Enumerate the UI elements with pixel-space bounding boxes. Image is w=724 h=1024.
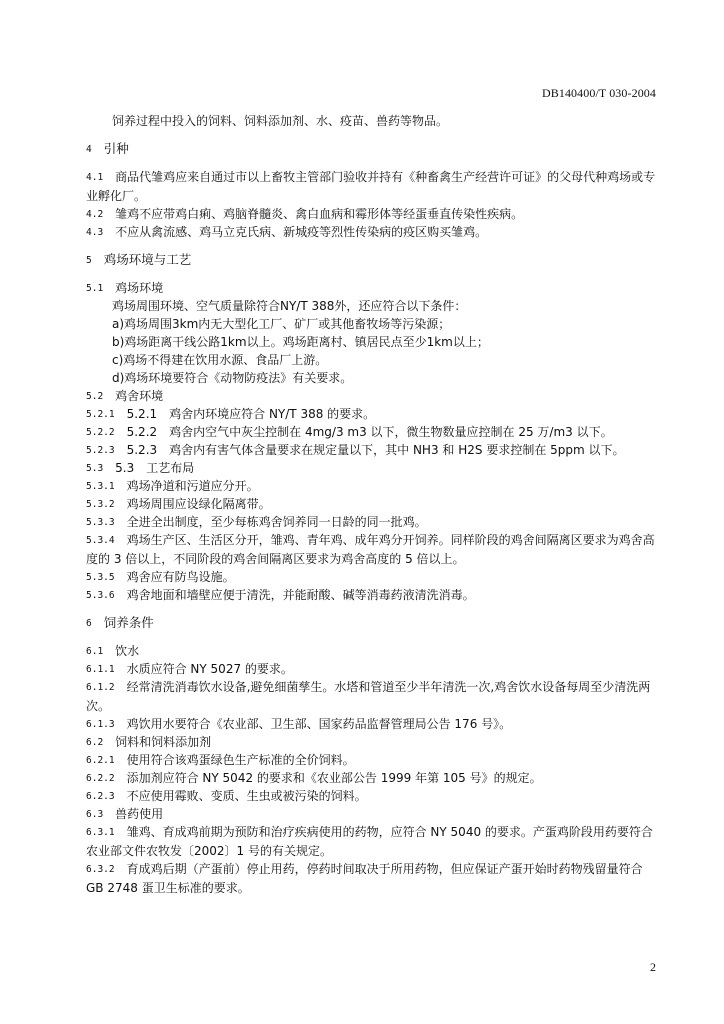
section-title: 鸡场环境与工艺 (103, 252, 192, 267)
list-item-b: b)鸡场距离干线公路1km以上。鸡场距离村、镇居民点至少1km以上； (112, 335, 489, 349)
section-number: 5 (86, 255, 92, 266)
clause-6-3-1 (86, 823, 658, 860)
clause-number: 5.3.3 (86, 517, 115, 528)
clause-text: 不应从禽流感、鸡马立克氏病、新城疫等烈性传染病的疫区购买雏鸡。 (115, 225, 488, 239)
clause-number: 6.2 (86, 737, 104, 748)
clause-5-3-1 (86, 477, 658, 495)
clause-number: 4.1 (86, 172, 104, 183)
clause-6-2-3 (86, 787, 658, 805)
clause-6-1-1 (86, 660, 658, 678)
clause-5-2-1 (86, 405, 658, 423)
clause-number: 5.2 (86, 391, 104, 402)
list-item-a: a)鸡场周围3km内无大型化工厂、矿厂或其他畜牧场等污染源； (112, 317, 451, 331)
clause-5-3 (86, 459, 658, 477)
clause-number: 6.2.3 (86, 791, 115, 802)
clause-text: 雏鸡不应带鸡白痢、鸡脑脊髓炎、禽白血病和霉形体等经蛋垂直传染性疾病。 (115, 207, 524, 221)
clause-number: 6.1.1 (86, 664, 115, 675)
clause-text: 添加剂应符合 NY 5042 的要求和《农业部公告 1999 年第 105 号》的规定。 (126, 771, 542, 785)
clause-number: 4.3 (86, 227, 104, 238)
document-body (86, 112, 658, 897)
clause-number: 5.3.6 (86, 590, 115, 601)
clause-text: 经常清洗消毒饮水设备,避免细菌孳生。水塔和管道至少半年清洗一次,鸡舍饮水设备每周至少清洗两次。 (86, 680, 651, 713)
clause-text: 鸡舍地面和墙壁应便于清洗，并能耐酸、碱等消毒药液清洗消毒。 (126, 588, 475, 602)
list-item-d: d)鸡场环境要符合《动物防疫法》有关要求。 (112, 371, 353, 385)
clause-text: 不应使用霉败、变质、生虫或被污染的饲料。 (126, 789, 367, 803)
clause-number: 6.3 (86, 809, 104, 820)
document-code: DB140400/T 030-2004 (541, 86, 656, 100)
clause-text: 雏鸡、育成鸡前期为预防和治疗疾病使用的药物，应符合 NY 5040 的要求。产蛋鸡阶段用药要符合农业部文件农牧发〔2002〕1 号的有关规定。 (86, 825, 653, 858)
clause-text: 鸡饮用水要符合《农业部、卫生部、国家药品监督管理局公告 176 号》。 (126, 717, 512, 731)
clause-6-1-2 (86, 678, 658, 715)
clause-number: 5.3.2 (86, 499, 115, 510)
clause-text: 饲料和饲料添加剂 (115, 735, 212, 749)
clause-text: 鸡场生产区、生活区分开，雏鸡、青年鸡、成年鸡分开饲养。同样阶段的鸡舍间隔离区要求为鸡舍高度的 3 倍以上，不同阶段的鸡舍间隔离区要求为鸡舍高度的 5 倍以上。 (86, 533, 655, 566)
clause-6-2-1 (86, 751, 658, 769)
clause-number: 6.2.2 (86, 773, 115, 784)
clause-5-3-2 (86, 495, 658, 513)
clause-text: 5.2.2 鸡舍内空气中灰尘控制在 4mg/3 m3 以下，微生物数量应控制在 25 万/m3 以下。 (126, 425, 613, 439)
clause-number: 6.2.1 (86, 755, 115, 766)
clause-text: 鸡场净道和污道应分开。 (126, 479, 259, 493)
clause-text: 商品代雏鸡应来自通过市以上畜牧主管部门验收并持有《种畜禽生产经营许可证》的父母代种鸡场或专业孵化厂。 (86, 170, 656, 203)
clause-text: 鸡场环境 (115, 281, 164, 295)
clause-4-3 (86, 223, 658, 241)
list-item-c: c)鸡场不得建在饮用水源、食品厂上游。 (112, 353, 328, 367)
clause-text: 全进全出制度，至少每栋鸡舍饲养同一日龄的同一批鸡。 (126, 515, 427, 529)
clause-text: 5.2.3 鸡舍内有害气体含量要求在规定量以下，其中 NH3 和 H2S 要求控制在 5ppm 以下。 (126, 443, 625, 457)
clause-subtext: 鸡场周围环境、空气质量除符合NY/T 388外，还应符合以下条件： (112, 299, 467, 313)
clause-5-2 (86, 387, 658, 405)
clause-5-1 (86, 279, 658, 297)
clause-text: 兽药使用 (115, 807, 164, 821)
clause-text: 育成鸡后期（产蛋前）停止用药，停药时间取决于所用药物，但应保证产蛋开始时药物残留量符合 GB 2748 蛋卫生标准的要求。 (86, 862, 643, 895)
clause-number: 6.1 (86, 646, 104, 657)
clause-5-2-2 (86, 423, 658, 441)
section-title: 引种 (103, 141, 129, 156)
clause-text: 使用符合该鸡蛋绿色生产标准的全价饲料。 (126, 753, 355, 767)
clause-number: 6.1.3 (86, 719, 115, 730)
section-heading-5 (86, 251, 658, 269)
clause-5-2-3 (86, 441, 658, 459)
clause-5-3-5 (86, 568, 658, 586)
clause-5-3-6 (86, 586, 658, 604)
clause-number: 5.2.1 (86, 409, 115, 420)
section-heading-4 (86, 140, 658, 158)
clause-number: 5.3.5 (86, 572, 115, 583)
clause-number: 5.2.2 (86, 427, 115, 438)
clause-number: 5.3 (86, 463, 104, 474)
clause-5-3-4 (86, 531, 658, 568)
clause-6-1 (86, 642, 658, 660)
clause-number: 5.2.3 (86, 445, 115, 456)
clause-6-3-2 (86, 860, 658, 897)
clause-number: 5.3.4 (86, 535, 115, 546)
clause-text: 鸡场周围应设绿化隔离带。 (126, 497, 271, 511)
clause-4-1 (86, 168, 658, 205)
paragraph-text: 饲养过程中投入的饲料、饲料添加剂、水、疫苗、兽药等物品。 (112, 114, 449, 128)
clause-number: 5.1 (86, 283, 104, 294)
clause-text: 5.3 工艺布局 (115, 461, 195, 475)
section-number: 4 (86, 144, 92, 155)
section-title: 饲养条件 (103, 615, 154, 630)
section-number: 6 (86, 618, 92, 629)
clause-text: 鸡舍环境 (115, 389, 164, 403)
clause-6-1-3 (86, 715, 658, 733)
clause-text: 鸡舍应有防鸟设施。 (126, 570, 235, 584)
clause-4-2 (86, 205, 658, 223)
clause-number: 6.3.2 (86, 864, 115, 875)
page-number: 2 (650, 960, 656, 974)
clause-6-2 (86, 733, 658, 751)
clause-6-3 (86, 805, 658, 823)
clause-number: 6.3.1 (86, 827, 115, 838)
section-heading-6 (86, 614, 658, 632)
clause-number: 5.3.1 (86, 481, 115, 492)
clause-text: 水质应符合 NY 5027 的要求。 (126, 662, 293, 676)
clause-text: 饮水 (115, 644, 140, 658)
clause-6-2-2 (86, 769, 658, 787)
clause-text: 5.2.1 鸡舍内环境应符合 NY/T 388 的要求。 (126, 407, 376, 421)
clause-5-3-3 (86, 513, 658, 531)
clause-number: 4.2 (86, 209, 104, 220)
clause-number: 6.1.2 (86, 682, 115, 693)
